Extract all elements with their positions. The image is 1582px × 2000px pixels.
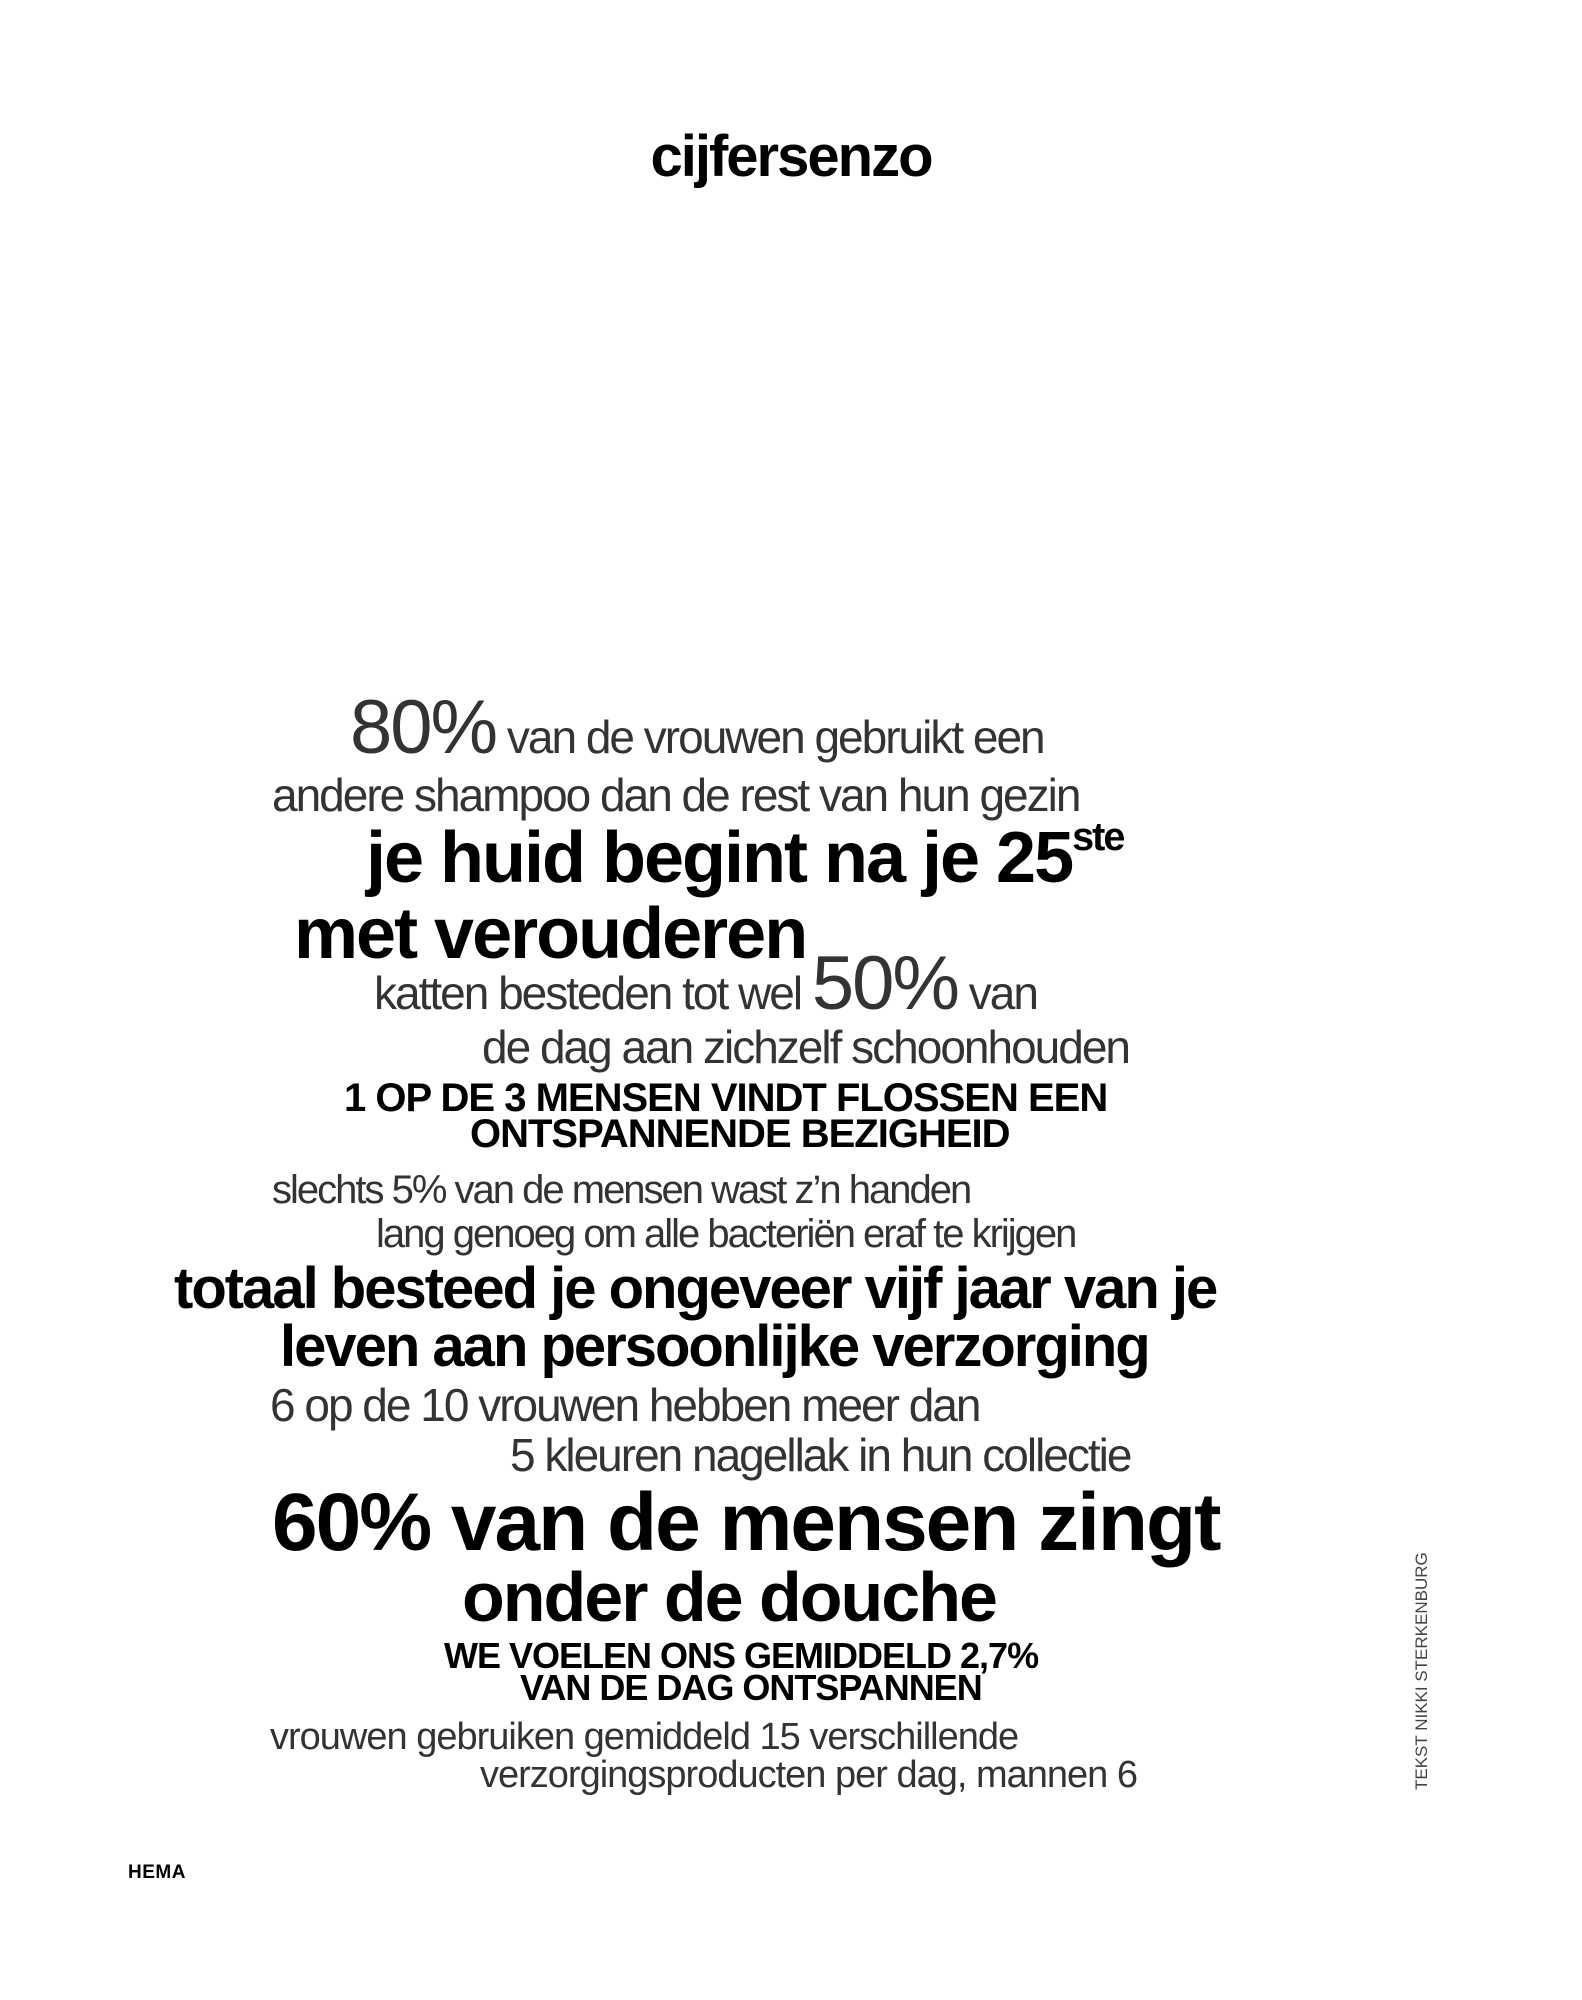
fact-care-years-line-1: totaal besteed je ongeveer vijf jaar van je [174,1256,1217,1321]
fact-cats-line-1: katten besteden tot wel 50% van [374,941,1037,1026]
fact-cats-number: 50% [811,941,959,1026]
fact-flossing-line-2: ONTSPANNENDE BEZIGHEID [470,1112,1010,1156]
fact-shampoo-number: 80% [350,685,497,770]
page-title: cijfersenzo [650,124,932,189]
brand-logo: HEMA [128,1862,186,1883]
fact-skin-line-1: je huid begint na je 25ste [366,815,1124,898]
fact-products-line-2: verzorgingsproducten per dag, mannen 6 [480,1754,1138,1796]
fact-flossing-line-1: 1 OP DE 3 MENSEN VINDT FLOSSEN EEN [344,1076,1108,1120]
fact-shampoo-line-2: andere shampoo dan de rest van hun gezin [272,769,1080,821]
fact-shampoo-line-1 [350,685,1044,770]
author-credit: TEKST NIKKI STERKENBURG [1412,1552,1431,1790]
fact-skin-line-2: met verouderen [294,894,807,974]
fact-shampoo-text: van de vrouwen gebruikt een [506,711,1044,763]
fact-products-line-1: vrouwen gebruiken gemiddeld 15 verschillende [270,1716,1019,1758]
fact-relaxed-line-1: WE VOELEN ONS GEMIDDELD 2,7% [444,1635,1039,1676]
fact-skin-superscript: ste [1072,815,1124,859]
fact-shower-singing-line-2: onder de douche [462,1558,996,1636]
fact-handwashing-line-1: slechts 5% van de mensen wast z’n handen [272,1168,971,1212]
fact-handwashing-line-2: lang genoeg om alle bacteriën eraf te krijgen [376,1212,1076,1256]
fact-care-years-line-2: leven aan persoonlijke verzorging [280,1314,1149,1379]
fact-relaxed-line-2: VAN DE DAG ONTSPANNEN [520,1667,982,1708]
fact-nailpolish-line-2: 5 kleuren nagellak in hun collectie [510,1429,1131,1481]
fact-shower-singing-line-1: 60% van de mensen zingt [272,1477,1220,1568]
fact-cats-line-2: de dag aan zichzelf schoonhouden [482,1021,1130,1073]
fact-nailpolish-line-1: 6 op de 10 vrouwen hebben meer dan [270,1379,980,1431]
